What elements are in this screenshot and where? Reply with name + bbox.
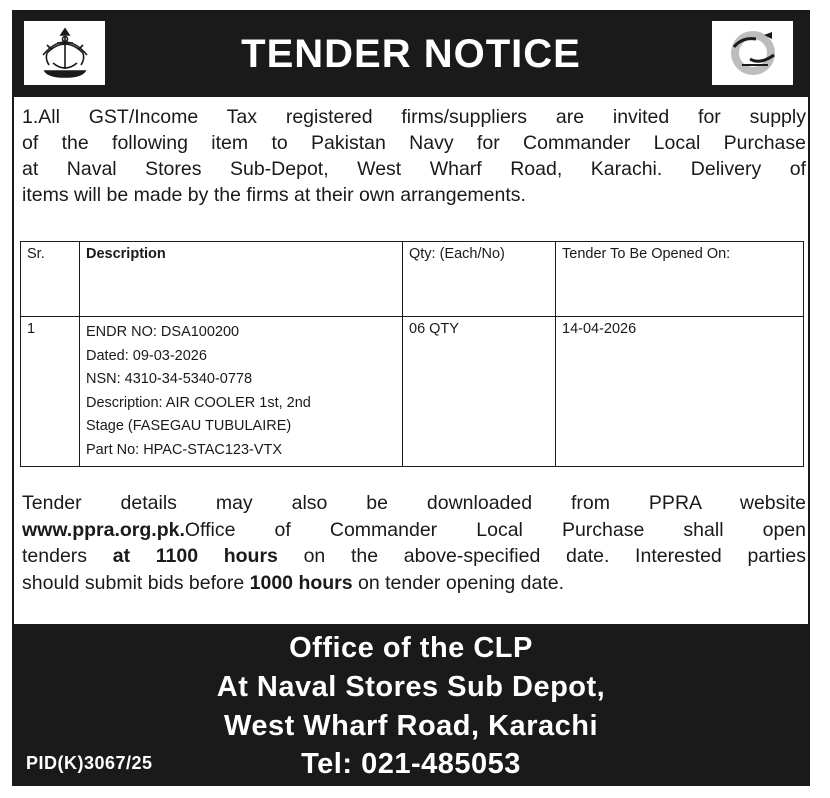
notice-footer [14, 624, 808, 784]
intro-line: 1.All GST/Income Tax registered firms/suppliers are invited for supply [22, 106, 806, 128]
details-text: should submit bids before [22, 571, 250, 594]
details-text: on tender opening date. [352, 571, 565, 594]
opening-time: at 1100 hours [112, 545, 278, 567]
details-text: tenders [22, 545, 113, 567]
details-text: Office of Commander Local Purchase shall open [184, 518, 806, 541]
office-location: At Naval Stores Sub Depot, [216, 671, 606, 703]
row-qty: 06 QTY [403, 317, 556, 467]
details-line [22, 490, 806, 517]
header-sr: Sr. [21, 242, 80, 317]
item-description-cont: Stage (FASEGAU TUBULAIRE) [86, 418, 292, 434]
notice-header [14, 12, 808, 97]
row-description [80, 317, 403, 467]
intro-line: items will be made by the firms at their own arrangements. [22, 184, 526, 206]
azm-e-istehkam-logo-icon [711, 20, 794, 86]
row-sr: 1 [21, 317, 80, 467]
header-opening-date: Tender To Be Opened On: [556, 242, 804, 317]
intro-line: at Naval Stores Sub-Depot, West Wharf Road, Karachi. Delivery of [22, 158, 806, 180]
details-paragraph [22, 490, 806, 596]
details-text: on the above-specified date. Interested parties [277, 545, 806, 567]
table-header-row [21, 242, 804, 317]
items-table [20, 241, 804, 467]
details-line [22, 570, 806, 597]
row-opening-date: 14-04-2026 [556, 317, 804, 467]
endr-number: ENDR NO: DSA100200 [86, 324, 240, 340]
header-description: Description [80, 242, 403, 317]
details-text: Tender details may also be downloaded from PPRA website [22, 492, 806, 514]
header-qty: Qty: (Each/No) [403, 242, 556, 317]
details-line [22, 543, 806, 570]
office-address: West Wharf Road, Karachi [223, 710, 599, 742]
tender-notice [12, 10, 810, 786]
pid-code: PID(K)3067/25 [26, 753, 153, 773]
notice-title: TENDER NOTICE [241, 32, 581, 76]
nsn: NSN: 4310-34-5340-0778 [86, 371, 253, 387]
ppra-website-link[interactable]: www.ppra.org.pk. [22, 518, 185, 541]
intro-line: of the following item to Pakistan Navy for Commander Local Purchase [22, 132, 806, 154]
office-telephone: Tel: 021-485053 [301, 748, 521, 780]
office-name: Office of the CLP [289, 632, 533, 664]
dated: Dated: 09-03-2026 [86, 347, 207, 364]
intro-paragraph [22, 104, 806, 208]
item-description: Description: AIR COOLER 1st, 2nd [86, 394, 311, 411]
table-row [21, 317, 804, 467]
pakistan-navy-crest-icon [23, 20, 106, 86]
part-number: Part No: HPAC-STAC123-VTX [86, 441, 283, 458]
details-line [22, 517, 806, 544]
submission-time: 1000 hours [249, 571, 353, 594]
